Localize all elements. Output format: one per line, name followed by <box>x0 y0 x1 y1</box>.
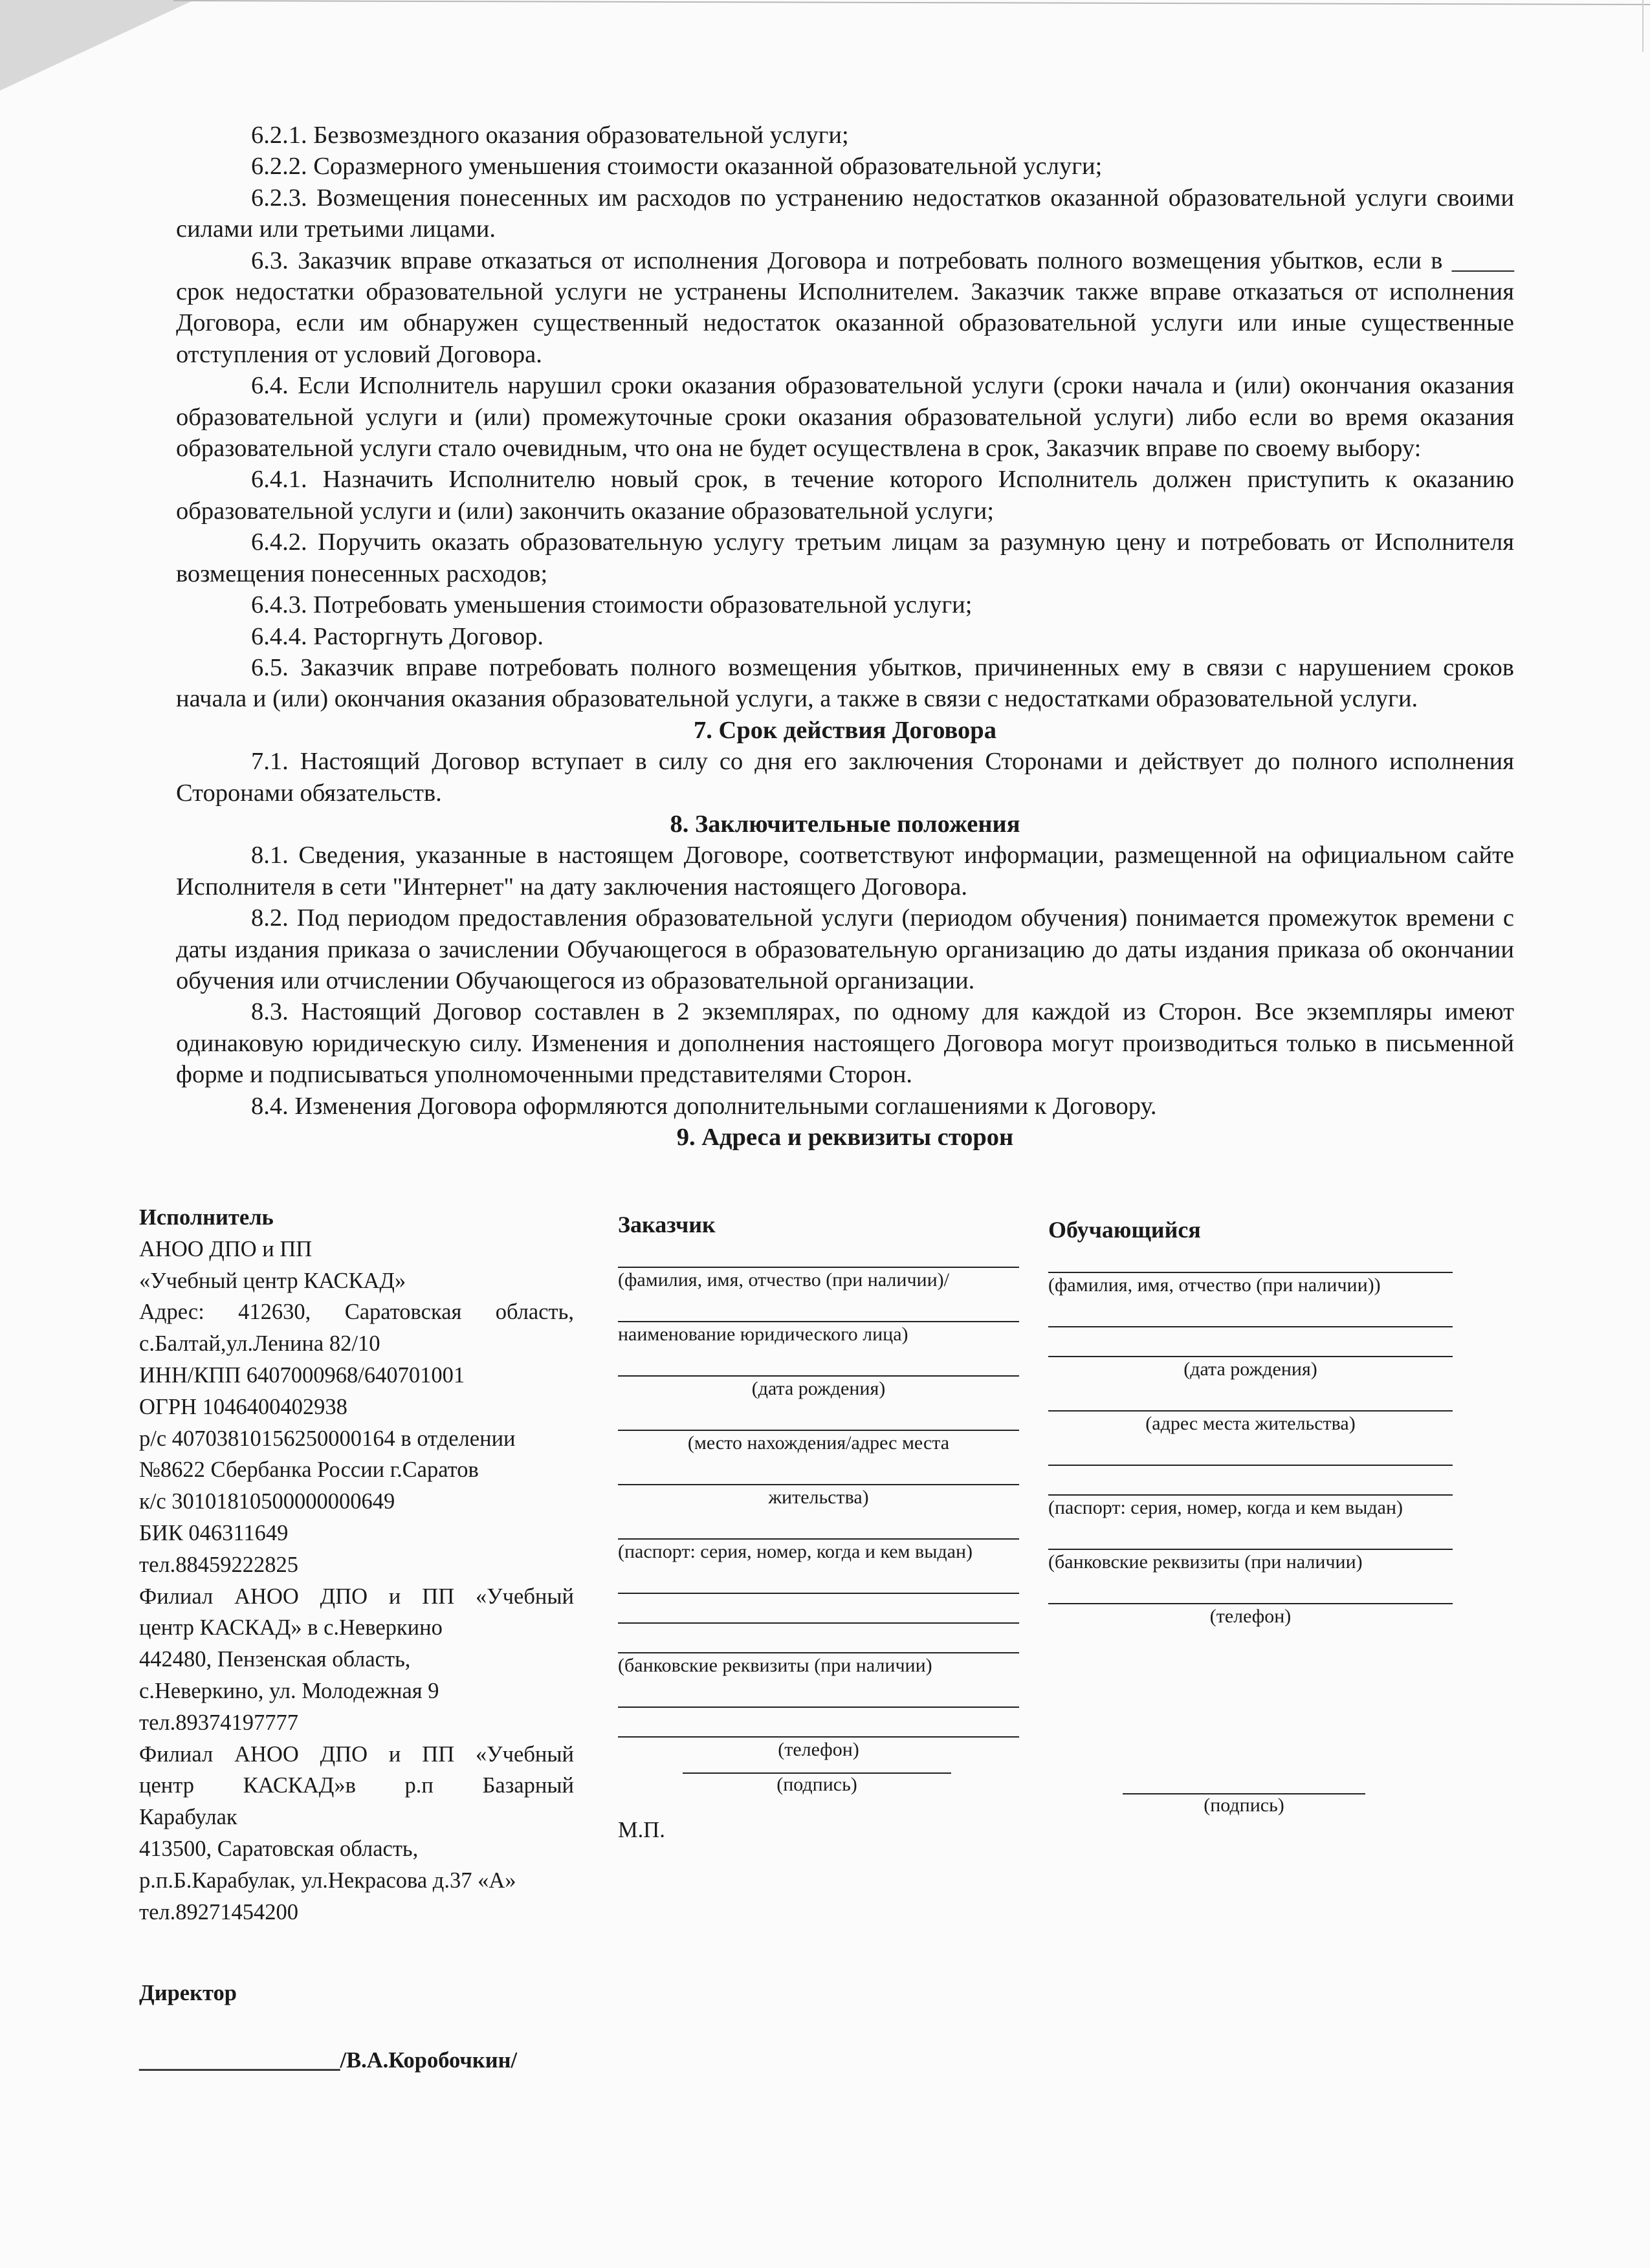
student-birth-caption: (дата рождения) <box>1183 1358 1317 1380</box>
contract-paragraph: 6.2.1. Безвозмездного оказания образовательной услуги; <box>251 122 849 149</box>
student-birth-field[interactable] <box>1048 1327 1453 1357</box>
customer-signature-caption: (подпись) <box>776 1774 857 1795</box>
student-fio-field-2[interactable] <box>1048 1298 1453 1327</box>
contract-paragraph: 8.2. Под периодом предоставления образовательной услуги (периодом обучения) понимается промежуток времени с даты издания приказа о зачислении Обучающегося в образовательную организацию до даты издания приказа об окончании обучения или отчислении Обучающегося из образовательной организации. <box>176 904 1514 994</box>
scan-right-mark <box>1642 0 1644 52</box>
section-title: 8. Заключительные положения <box>670 810 1020 838</box>
executor-column <box>139 1202 574 2077</box>
student-passport-caption: (паспорт: серия, номер, когда и кем выдан) <box>1048 1497 1403 1518</box>
executor-detail-line: Филиал АНОО ДПО и ПП «Учебный <box>139 1584 574 1609</box>
customer-phone-caption: (телефон) <box>778 1739 859 1760</box>
customer-fio-caption: (фамилия, имя, отчество (при наличии)/ <box>618 1269 949 1291</box>
customer-bank-field-2[interactable] <box>618 1678 1019 1708</box>
executor-details <box>139 1234 574 1928</box>
student-heading: Обучающийся <box>1048 1217 1201 1243</box>
section-title: 9. Адреса и реквизиты сторон <box>676 1124 1014 1151</box>
student-bank-caption: (банковские реквизиты (при наличии) <box>1048 1551 1363 1573</box>
customer-passport-field[interactable] <box>618 1510 1019 1540</box>
student-signature-caption: (подпись) <box>1204 1794 1284 1816</box>
customer-org-field[interactable] <box>618 1292 1019 1322</box>
executor-detail-line: 413500, Саратовская область, <box>139 1836 419 1861</box>
customer-address-caption-1: (место нахождения/адрес места <box>687 1432 950 1454</box>
executor-detail-line: тел.88459222825 <box>139 1552 298 1577</box>
stamp-label: М.П. <box>618 1818 665 1842</box>
customer-column <box>618 1211 1019 1762</box>
customer-birth-field[interactable] <box>618 1347 1019 1377</box>
section-title: 7. Срок действия Договора <box>694 716 996 744</box>
customer-birth-caption: (дата рождения) <box>751 1378 886 1399</box>
student-address-field[interactable] <box>1048 1382 1453 1412</box>
executor-detail-line: центр КАСКАД» в с.Неверкино <box>139 1615 443 1641</box>
executor-detail-line: к/с 30101810500000000649 <box>139 1489 395 1514</box>
student-passport-field[interactable] <box>1048 1466 1453 1496</box>
scan-top-edge <box>173 0 1650 5</box>
executor-detail-line: 442480, Пензенская область, <box>139 1647 411 1672</box>
student-phone-field[interactable] <box>1048 1575 1453 1604</box>
executor-detail-line: ИНН/КПП 6407000968/640701001 <box>139 1362 465 1388</box>
contract-paragraph: 6.4. Если Исполнитель нарушил сроки оказания образовательной услуги (сроки начала и (или) окончания оказания образовательной услуги и (или) промежуточные сроки оказания образовательной услуги) либо если во время оказания образовательной услуги стало очевидным, что она не будет осуществлена в срок, Заказчик вправе по своему выбору: <box>176 372 1514 463</box>
executor-detail-line: с.Балтай,ул.Ленина 82/10 <box>139 1331 380 1357</box>
executor-detail-line: «Учебный центр КАСКАД» <box>139 1268 406 1293</box>
executor-detail-line: р/с 40703810156250000164 в отделении <box>139 1426 516 1451</box>
executor-detail-line: АНОО ДПО и ПП <box>139 1236 313 1261</box>
executor-detail-line: с.Неверкино, ул. Молодежная 9 <box>139 1678 439 1703</box>
student-fio-caption: (фамилия, имя, отчество (при наличии)) <box>1048 1274 1381 1296</box>
executor-detail-line: Карабулак <box>139 1805 237 1830</box>
customer-passport-field-2[interactable] <box>618 1564 1019 1594</box>
executor-detail-line: тел.89271454200 <box>139 1899 298 1925</box>
customer-address-caption-2: жительства) <box>768 1487 869 1508</box>
executor-detail-line: центр КАСКАД»в р.п Базарный <box>139 1773 574 1798</box>
student-bank-field[interactable] <box>1048 1520 1453 1550</box>
student-fio-field[interactable] <box>1048 1243 1453 1273</box>
customer-fio-field[interactable] <box>618 1238 1019 1268</box>
contract-paragraph: 6.5. Заказчик вправе потребовать полного возмещения убытков, причиненных ему в связи с нарушением сроков начала и (или) окончания оказания образовательной услуги, а также в связи с недостатками образовательной услуги. <box>176 653 1514 713</box>
customer-passport-field-3[interactable] <box>618 1594 1019 1624</box>
contract-paragraph: 8.3. Настоящий Договор составлен в 2 экземплярах, по одному для каждой из Сторон. Все экземпляры имеют одинаковую юридическую силу. Изменения и дополнения настоящего Договора могут производиться только в письменной форме и подписываться уполномоченными представителями Сторон. <box>176 998 1514 1089</box>
contract-paragraph: 6.4.1. Назначить Исполнителю новый срок, в течение которого Исполнитель должен приступить к оказанию образовательной услуги и (или) закончить оказание образовательной услуги; <box>176 466 1514 525</box>
contract-paragraph: 6.4.3. Потребовать уменьшения стоимости образовательной услуги; <box>251 591 973 619</box>
contract-paragraph: 6.4.2. Поручить оказать образовательную услугу третьим лицам за разумную цену и потребовать от Исполнителя возмещения понесенных расходов; <box>176 529 1514 587</box>
customer-heading: Заказчик <box>618 1212 716 1238</box>
contract-paragraph: 7.1. Настоящий Договор вступает в силу со дня его заключения Сторонами и действует до полного исполнения Сторонами обязательств. <box>176 748 1514 807</box>
executor-detail-line: №8622 Сбербанка России г.Саратов <box>139 1457 479 1483</box>
customer-org-caption: наименование юридического лица) <box>618 1324 908 1345</box>
executor-detail-line: ОГРН 1046400402938 <box>139 1394 347 1419</box>
contract-paragraph: 6.2.2. Соразмерного уменьшения стоимости оказанной образовательной услуги; <box>251 153 1103 180</box>
contract-paragraph: 6.2.3. Возмещения понесенных им расходов по устранению недостатков оказанной образовательной услуги своими силами или третьими лицами. <box>176 184 1514 243</box>
executor-detail-line: Филиал АНОО ДПО и ПП «Учебный <box>139 1741 574 1767</box>
contract-paragraph: 8.4. Изменения Договора оформляются дополнительными соглашениями к Договору. <box>251 1092 1157 1120</box>
customer-phone-field[interactable] <box>618 1708 1019 1738</box>
customer-address-field-2[interactable] <box>618 1456 1019 1485</box>
executor-detail-line: БИК 046311649 <box>139 1520 289 1545</box>
contract-paragraph: 8.1. Сведения, указанные в настоящем Договоре, соответствуют информации, размещенной на официальном сайте Исполнителя в сети "Интернет" на дату заключения настоящего Договора. <box>176 842 1514 900</box>
executor-detail-line: р.п.Б.Карабулак, ул.Некрасова д.37 «А» <box>139 1868 516 1893</box>
customer-address-field[interactable] <box>618 1401 1019 1431</box>
customer-bank-caption: (банковские реквизиты (при наличии) <box>618 1655 932 1676</box>
scan-corner-shadow <box>0 0 194 91</box>
student-address-field-2[interactable] <box>1048 1436 1453 1466</box>
customer-bank-field[interactable] <box>618 1624 1019 1653</box>
executor-heading: Исполнитель <box>139 1205 274 1230</box>
contract-body <box>176 120 1514 1153</box>
director-signature: __________________/В.А.Коробочкин/ <box>139 2048 518 2073</box>
executor-detail-line: Адрес: 412630, Саратовская область, <box>139 1300 574 1325</box>
student-address-caption: (адрес места жительства) <box>1145 1413 1356 1434</box>
contract-paragraph: 6.4.4. Расторгнуть Договор. <box>251 622 544 650</box>
executor-detail-line: тел.89374197777 <box>139 1710 298 1735</box>
customer-passport-caption: (паспорт: серия, номер, когда и кем выдан) <box>618 1541 973 1562</box>
student-phone-caption: (телефон) <box>1209 1606 1292 1627</box>
director-label: Директор <box>139 1981 237 2006</box>
student-column <box>1048 1211 1453 1629</box>
contract-paragraph: 6.3. Заказчик вправе отказаться от исполнения Договора и потребовать полного возмещения убытков, если в _____ срок недостатки образовательной услуги не устранены Исполнителем. Заказчик также вправе отказаться от исполнения Договора, если им обнаружен существенный недостаток оказанной образовательной услуги или иные существенные отступления от условий Договора. <box>176 246 1514 368</box>
